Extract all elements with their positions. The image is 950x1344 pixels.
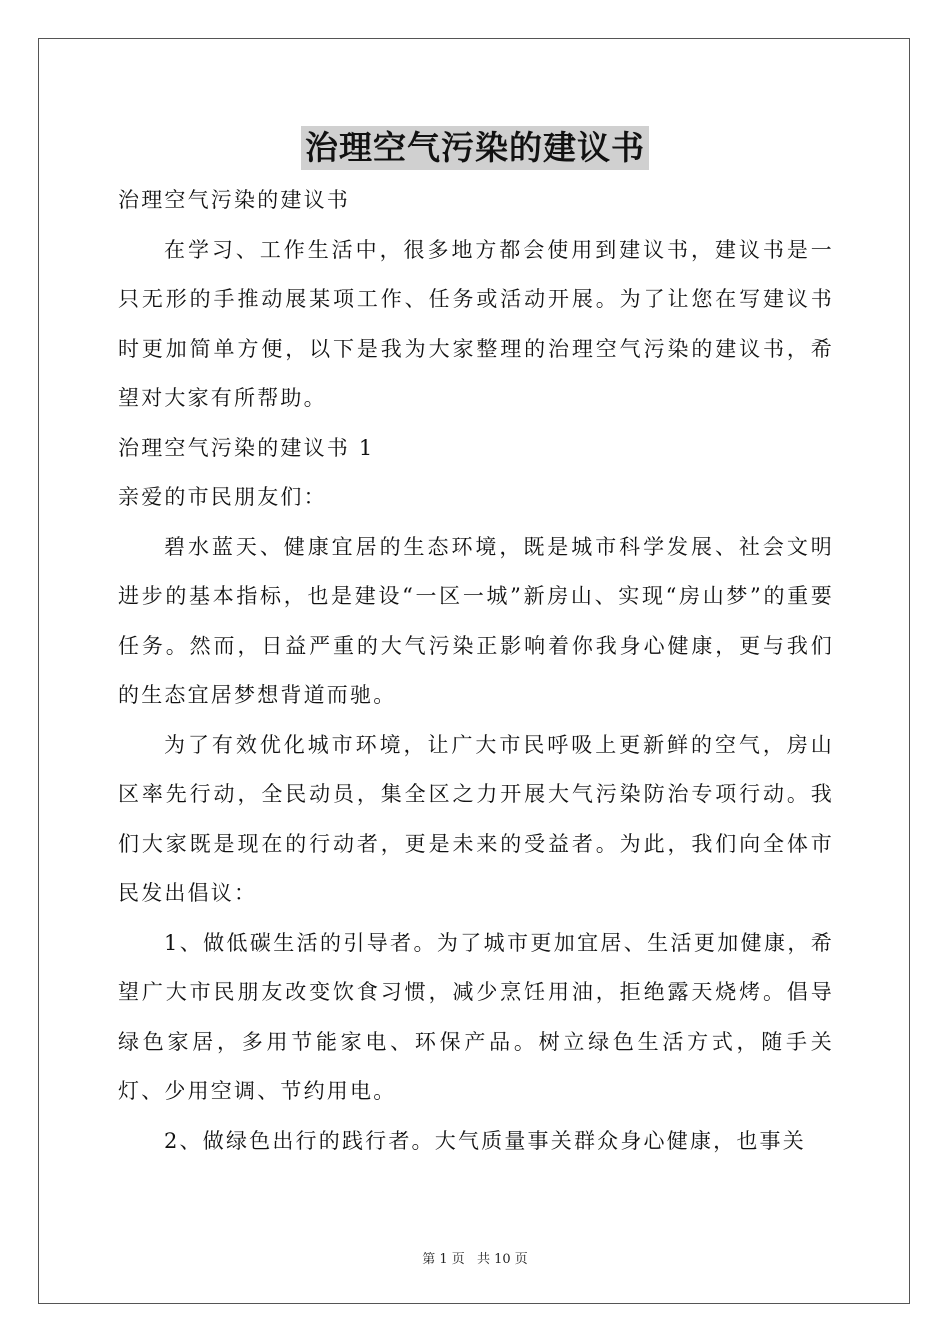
paragraph: 治理空气污染的建议书 1 (118, 435, 375, 460)
document-title: 治理空气污染的建议书 (301, 126, 649, 170)
paragraph: 亲爱的市民朋友们： (118, 485, 327, 509)
page-number: 第 1 页 (422, 1252, 465, 1267)
paragraph: 2、做绿色出行的践行者。大气质量事关群众身心健康，也事关 (164, 1128, 806, 1153)
page-footer (0, 1248, 950, 1267)
paragraph: 1、做低碳生活的引导者。为了城市更加宜居、生活更加健康，希望广大市民朋友改变饮食习惯，减少烹饪用油，拒绝露天烧烤。倡导绿色家居，多用节能家电、环保产品。树立绿色生活方式，随手关灯、少用空调、节约用电。 (118, 930, 834, 1103)
paragraph: 碧水蓝天、健康宜居的生态环境，既是城市科学发展、社会文明进步的基本指标，也是建设“一区一城”新房山、实现“房山梦”的重要任务。然而，日益严重的大气污染正影响着你我身心健康，更与我们的生态宜居梦想背道而驰。 (118, 534, 834, 707)
page-total: 共 10 页 (476, 1252, 528, 1267)
title-container (0, 126, 950, 170)
paragraph: 为了有效优化城市环境，让广大市民呼吸上更新鲜的空气，房山区率先行动，全民动员，集全区之力开展大气污染防治专项行动。我们大家既是现在的行动者，更是未来的受益者。为此，我们向全体市民发出倡议： (118, 732, 834, 905)
document-body (118, 176, 834, 1166)
paragraph: 治理空气污染的建议书 (118, 188, 350, 212)
paragraph: 在学习、工作生活中，很多地方都会使用到建议书，建议书是一只无形的手推动展某项工作、任务或活动开展。为了让您在写建议书时更加简单方便，以下是我为大家整理的治理空气污染的建议书，希望对大家有所帮助。 (118, 237, 834, 410)
